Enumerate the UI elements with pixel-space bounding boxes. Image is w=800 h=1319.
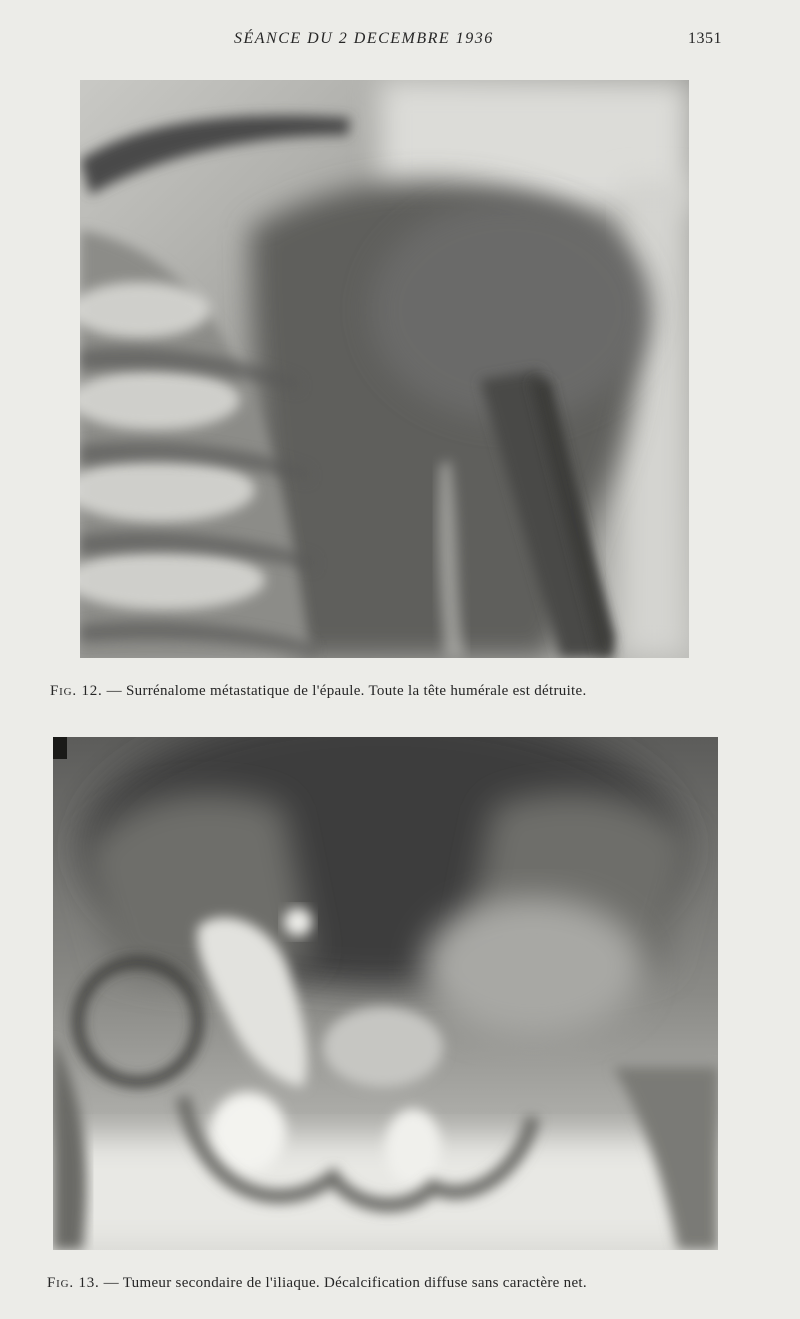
figure-12-caption-text: — Surrénalome métastatique de l'épaule. Toute la tête humérale est détruite. <box>106 683 587 699</box>
figure-12-label: Fig. 12. <box>50 683 103 699</box>
figure-12-radiograph <box>80 80 689 658</box>
pelvis-xray-image <box>53 737 718 1250</box>
figure-13-radiograph <box>53 737 718 1250</box>
figure-12-caption <box>50 683 587 700</box>
figure-13-caption <box>47 1275 587 1292</box>
shoulder-xray-image <box>80 80 689 658</box>
figure-13-caption-text: — Tumeur secondaire de l'iliaque. Décalcification diffuse sans caractère net. <box>103 1275 587 1291</box>
figure-13-label: Fig. 13. <box>47 1275 100 1291</box>
running-header: SÉANCE DU 2 DECEMBRE 1936 <box>234 30 494 47</box>
page-number: 1351 <box>688 30 722 47</box>
